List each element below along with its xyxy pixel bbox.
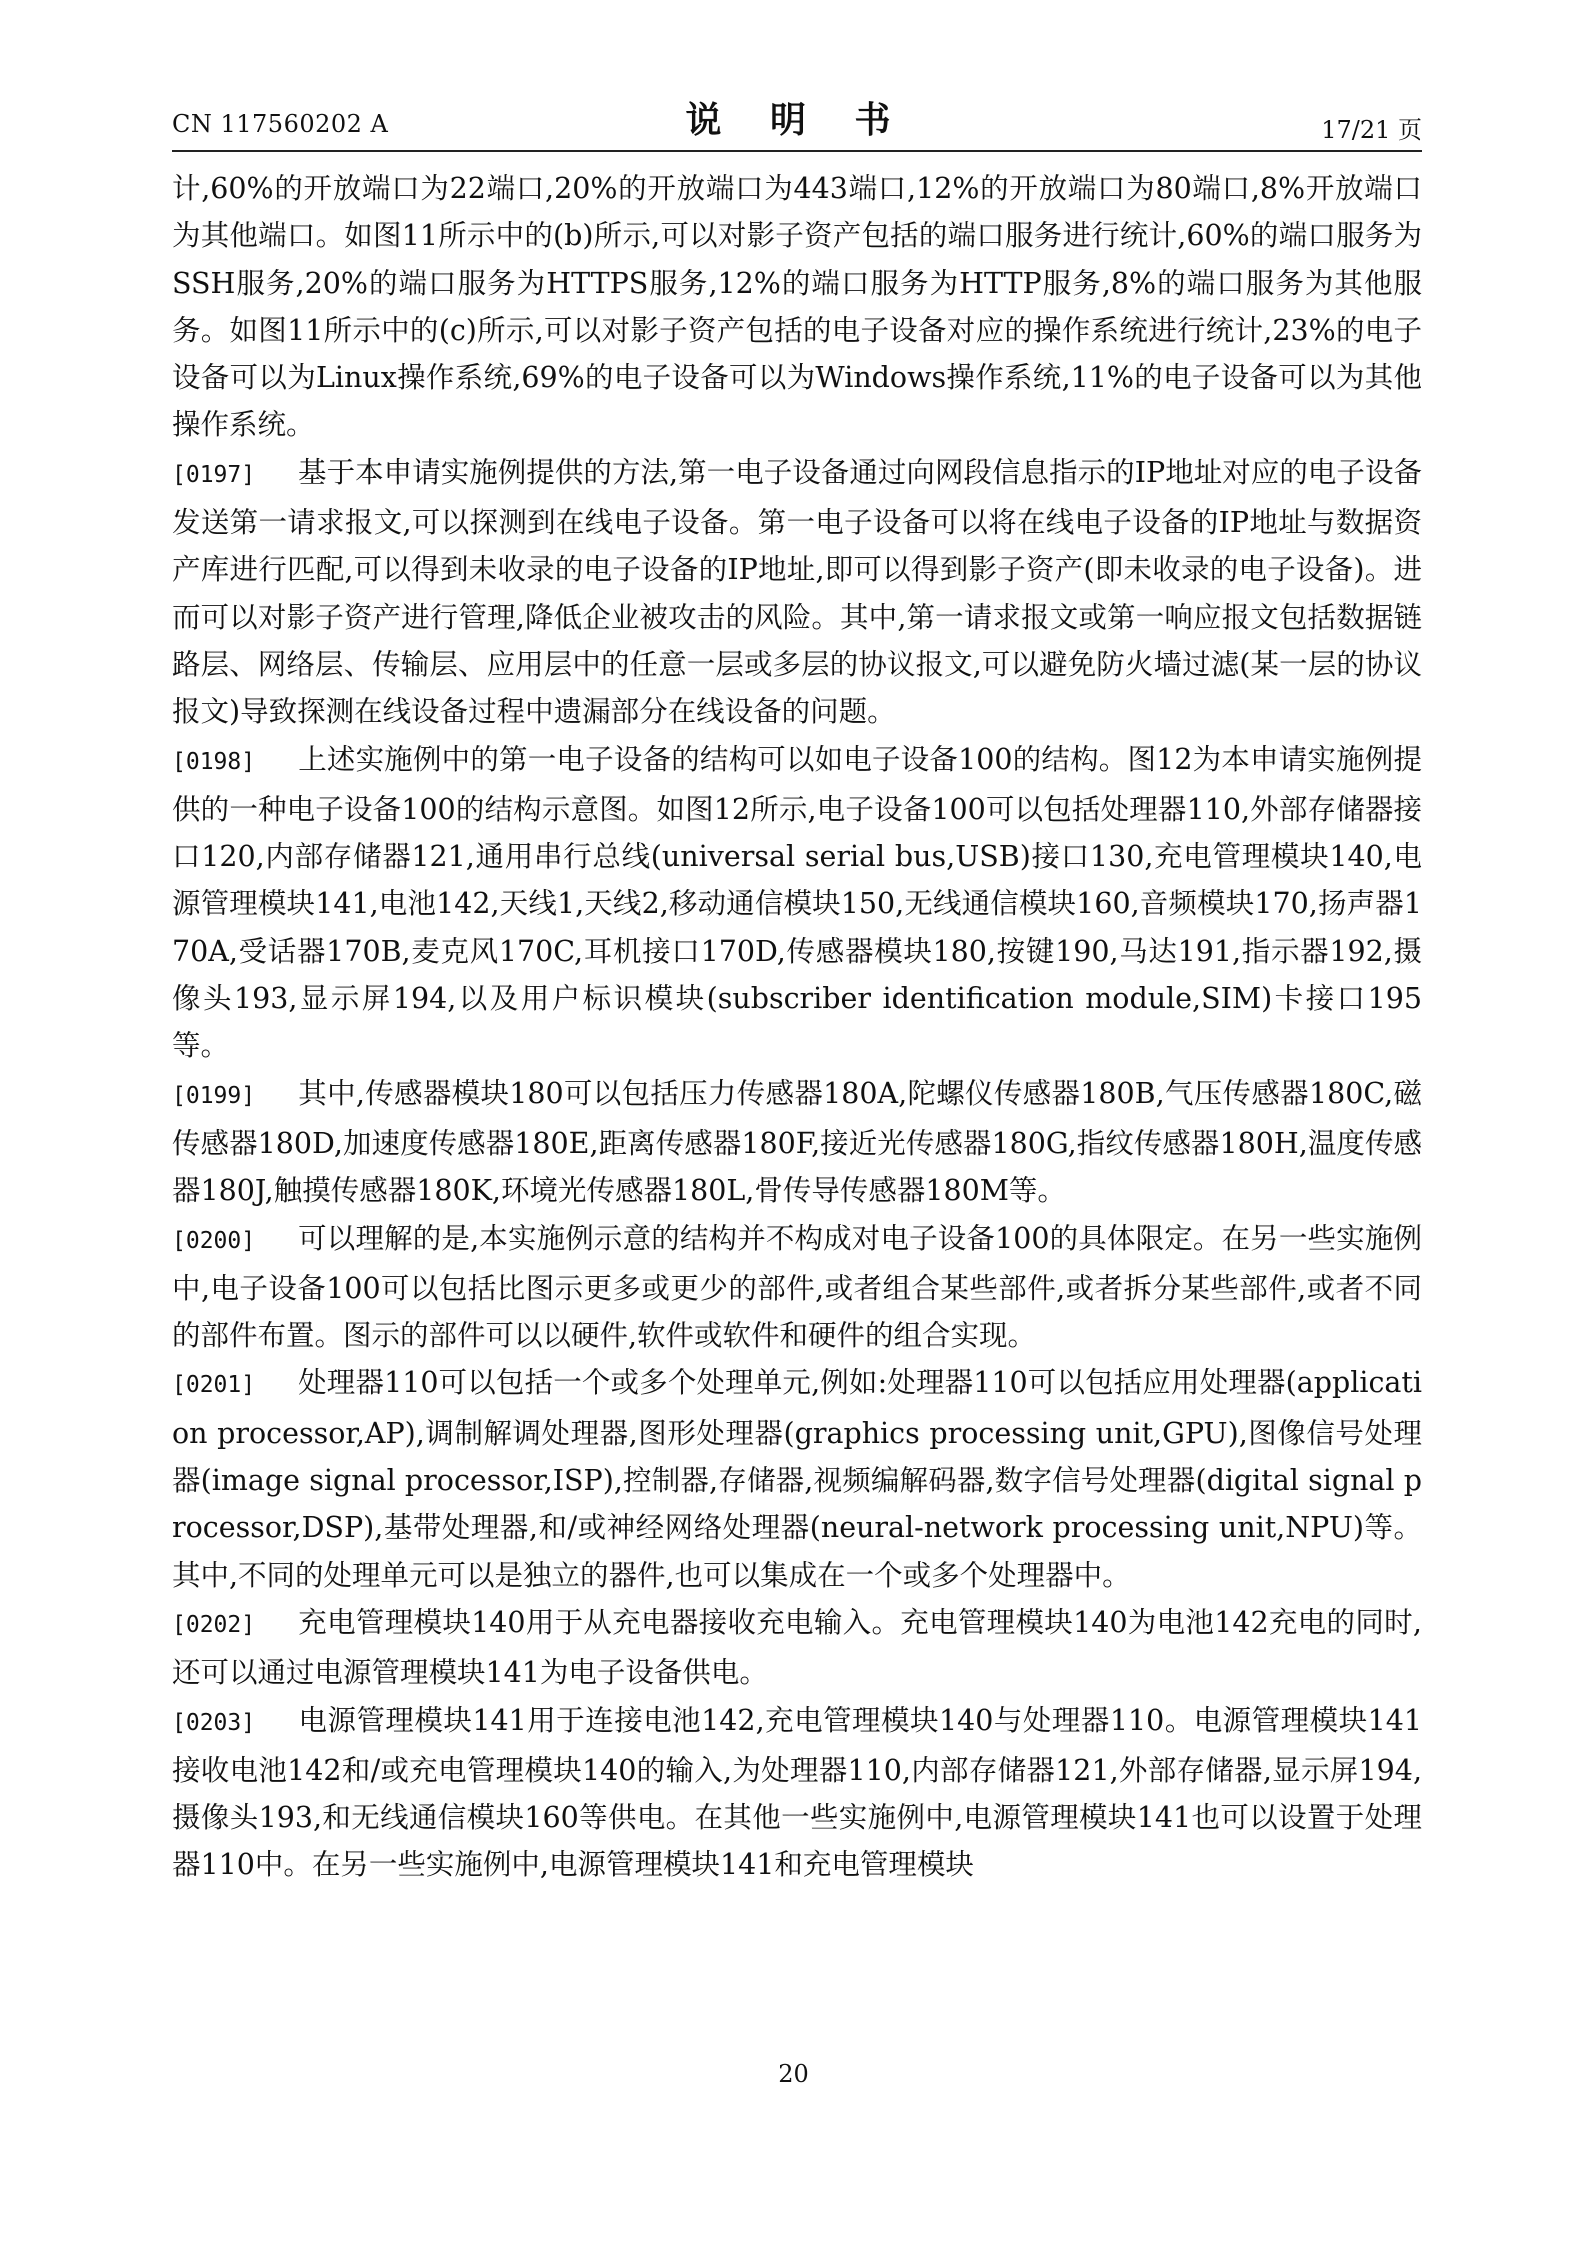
paragraph-text: 上述实施例中的第一电子设备的结构可以如电子设备100的结构。图12为本申请实施例提供的一种电子设备100的结构示意图。如图12所示,电子设备100可以包括处理器110,外部存储器接口120,内部存储器121,通用串行总线(universal serial bus,USB)接口130,充电管理模块140,电源管理模块141,电池142,天线1,天线2,移动通信模块150,无线通信模块160,音频模块170,扬声器170A,受话器170B,麦克风170C,耳机接口170D,传感器模块180,按键190,马达191,指示器192,摄像头193,显示屏194,以及用户标识模块(subscriber identification module,SIM)卡接口195等。 [172, 742, 1422, 1063]
paragraph-0201 [172, 1359, 1422, 1598]
paragraph-text: 计,60%的开放端口为22端口,20%的开放端口为443端口,12%的开放端口为80端口,8%开放端口为其他端口。如图11所示中的(b)所示,可以对影子资产包括的端口服务进行统计,60%的端口服务为SSH服务,20%的端口服务为HTTPS服务,12%的端口服务为HTTP服务,8%的端口服务为其他服务。如图11所示中的(c)所示,可以对影子资产包括的电子设备对应的操作系统进行统计,23%的电子设备可以为Linux操作系统,69%的电子设备可以为Windows操作系统,11%的电子设备可以为其他操作系统。 [172, 172, 1422, 442]
paragraph-number: [0197] [172, 461, 256, 488]
paragraph-number: [0200] [172, 1227, 256, 1254]
paragraph-0198 [172, 736, 1422, 1070]
paragraph-0199 [172, 1070, 1422, 1215]
page-header [172, 92, 1422, 152]
paragraph-number: [0203] [172, 1709, 256, 1736]
page-number: 20 [778, 2060, 809, 2088]
paragraph-number: [0198] [172, 748, 256, 775]
body-text [172, 165, 1422, 1889]
paragraph-0203 [172, 1697, 1422, 1889]
document-title: 说 明 书 [685, 99, 909, 141]
paragraph-0202 [172, 1599, 1422, 1697]
paragraph-0197 [172, 449, 1422, 736]
paragraph-0200 [172, 1215, 1422, 1360]
paragraph-text: 可以理解的是,本实施例示意的结构并不构成对电子设备100的具体限定。在另一些实施例中,电子设备100可以包括比图示更多或更少的部件,或者组合某些部件,或者拆分某些部件,或者不同的部件布置。图示的部件可以以硬件,软件或软件和硬件的组合实现。 [172, 1221, 1422, 1353]
paragraph-text: 基于本申请实施例提供的方法,第一电子设备通过向网段信息指示的IP地址对应的电子设备发送第一请求报文,可以探测到在线电子设备。第一电子设备可以将在线电子设备的IP地址与数据资产库进行匹配,可以得到未收录的电子设备的IP地址,即可以得到影子资产(即未收录的电子设备)。进而可以对影子资产进行管理,降低企业被攻击的风险。其中,第一请求报文或第一响应报文包括数据链路层、网络层、传输层、应用层中的任意一层或多层的协议报文,可以避免防火墙过滤(某一层的协议报文)导致探测在线设备过程中遗漏部分在线设备的问题。 [172, 455, 1422, 729]
paragraph-number: [0199] [172, 1082, 256, 1109]
header-rule [172, 150, 1422, 152]
paragraph-text: 处理器110可以包括一个或多个处理单元,例如:处理器110可以包括应用处理器(application processor,AP),调制解调处理器,图形处理器(graphics processing unit,GPU),图像信号处理器(image signal processor,ISP),控制器,存储器,视频编解码器,数字信号处理器(digital signal processor,DSP),基带处理器,和/或神经网络处理器(neural-network processing unit,NPU)等。其中,不同的处理单元可以是独立的器件,也可以集成在一个或多个处理器中。 [172, 1366, 1422, 1592]
page-indicator: 17/21 页 [1321, 116, 1422, 144]
document-number: CN 117560202 A [172, 110, 389, 138]
paragraph-text: 电源管理模块141用于连接电池142,充电管理模块140与处理器110。电源管理模块141接收电池142和/或充电管理模块140的输入,为处理器110,内部存储器121,外部存储器,显示屏194,摄像头193,和无线通信模块160等供电。在其他一些实施例中,电源管理模块141也可以设置于处理器110中。在另一些实施例中,电源管理模块141和充电管理模块 [172, 1703, 1422, 1882]
paragraph-number: [0202] [172, 1611, 256, 1638]
paragraph-number: [0201] [172, 1372, 256, 1399]
paragraph-text: 其中,传感器模块180可以包括压力传感器180A,陀螺仪传感器180B,气压传感器180C,磁传感器180D,加速度传感器180E,距离传感器180F,接近光传感器180G,指纹传感器180H,温度传感器180J,触摸传感器180K,环境光传感器180L,骨传导传感器180M等。 [172, 1076, 1422, 1208]
paragraph-continuation [172, 165, 1422, 449]
paragraph-text: 充电管理模块140用于从充电器接收充电输入。充电管理模块140为电池142充电的同时,还可以通过电源管理模块141为电子设备供电。 [172, 1605, 1422, 1690]
